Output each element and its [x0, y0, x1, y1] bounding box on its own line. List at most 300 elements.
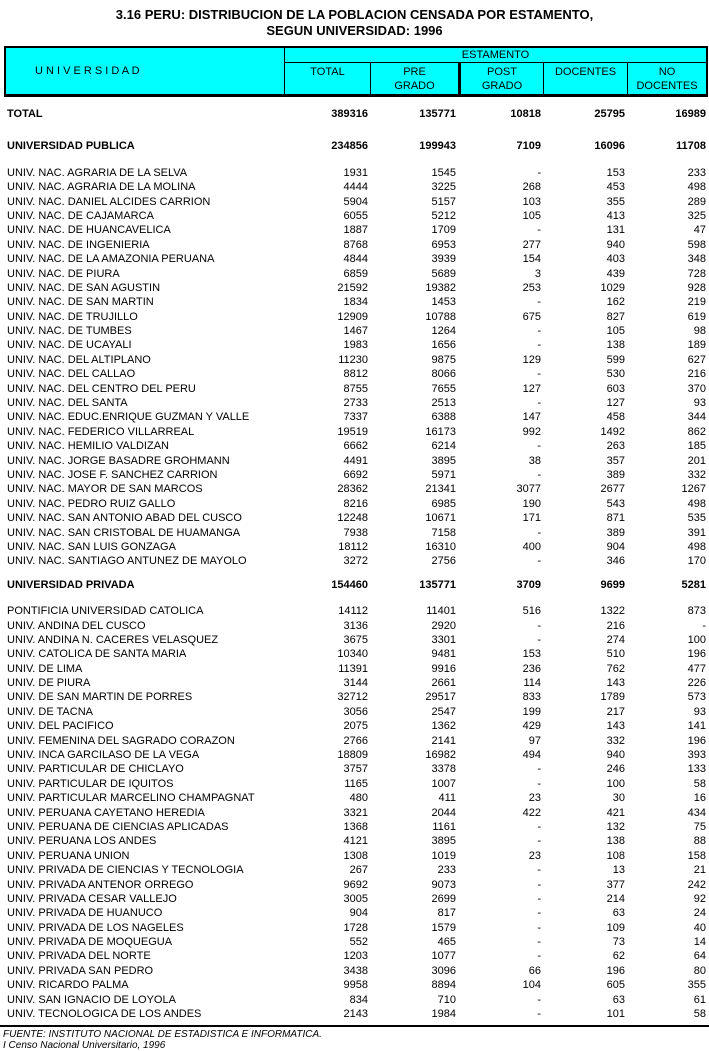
post-cell: 105 — [522, 209, 541, 222]
post-cell: 129 — [522, 353, 541, 366]
doc-cell: 458 — [606, 411, 625, 424]
pre-cell: 1579 — [431, 921, 456, 934]
pre-cell: 1984 — [431, 1008, 456, 1021]
pre-cell: 9875 — [431, 353, 456, 366]
nodoc-cell: 93 — [693, 397, 706, 410]
nodoc-cell: 58 — [693, 777, 706, 790]
nodoc-cell: 477 — [687, 662, 706, 675]
total-cell: 18112 — [338, 540, 368, 553]
pre-cell: 9073 — [431, 878, 456, 891]
nodoc-cell: 92 — [693, 892, 706, 905]
universidad-cell: UNIV. NAC. SAN CRISTOBAL DE HUAMANGA — [7, 526, 241, 539]
nodoc-cell: 40 — [693, 921, 706, 934]
table-row — [4, 468, 708, 482]
total-cell: 21592 — [337, 281, 368, 294]
table-row — [4, 425, 708, 439]
pre-cell: 1656 — [431, 339, 456, 352]
pre-cell: 3895 — [431, 835, 456, 848]
total-cell: 32712 — [337, 691, 368, 704]
total-cell: 1887 — [343, 224, 368, 237]
universidad-cell: UNIV. PRIVADA DE LOS NAGELES — [7, 921, 184, 934]
table-row — [4, 238, 708, 252]
nodoc-cell: 498 — [687, 497, 706, 510]
universidad-cell: UNIVERSIDAD PUBLICA — [7, 140, 135, 153]
post-cell: 3077 — [516, 483, 541, 496]
total-cell: 389316 — [331, 108, 368, 120]
doc-cell: 1322 — [600, 605, 625, 618]
total-cell: 12909 — [337, 310, 368, 323]
nodoc-cell: 196 — [687, 734, 706, 747]
table-row — [4, 367, 708, 381]
universidad-cell: UNIV. PRIVADA DEL NORTE — [7, 950, 151, 963]
pre-cell: 10788 — [425, 310, 456, 323]
universidad-cell: UNIV. PRIVADA DE MOQUEGUA — [7, 936, 173, 949]
doc-cell: 16096 — [594, 140, 625, 153]
total-cell: 904 — [349, 907, 368, 920]
pre-cell: 6214 — [431, 440, 456, 453]
doc-cell: 196 — [606, 964, 625, 977]
footer — [3, 1030, 709, 1051]
total-cell: 11391 — [338, 662, 368, 675]
universidad-cell: UNIV. NAC. DEL CENTRO DEL PERU — [7, 382, 196, 395]
universidad-cell: UNIV. NAC. DE LA AMAZONIA PERUANA — [7, 253, 215, 266]
nodoc-cell: 355 — [687, 979, 706, 992]
nodoc-cell: 289 — [687, 195, 706, 208]
total-cell: 19519 — [337, 425, 368, 438]
doc-cell: 377 — [606, 878, 625, 891]
pre-cell: 1453 — [431, 296, 456, 309]
doc-cell: 389 — [606, 468, 625, 481]
nodoc-cell: 370 — [687, 382, 706, 395]
post-cell: 277 — [522, 238, 541, 251]
pre-cell: 1709 — [431, 224, 456, 237]
doc-cell: 940 — [606, 238, 625, 251]
total-cell: 154460 — [331, 578, 368, 591]
post-cell: - — [537, 907, 541, 920]
table-row — [4, 396, 708, 410]
nodoc-cell: 88 — [693, 835, 706, 848]
doc-cell: 153 — [606, 166, 625, 179]
footer-census: I Censo Nacional Universitario, 1996 — [3, 1039, 166, 1051]
post-cell: - — [537, 993, 541, 1006]
pre-cell: 199943 — [419, 140, 456, 153]
pre-cell: 2513 — [431, 397, 456, 410]
post-cell: - — [537, 619, 541, 632]
total-cell: 9958 — [343, 979, 368, 992]
pre-cell: 2661 — [431, 677, 456, 690]
universidad-cell: UNIV. NAC. DEL ALTIPLANO — [7, 353, 151, 366]
post-cell: 147 — [522, 411, 541, 424]
doc-cell: 105 — [606, 325, 625, 338]
table-row — [4, 949, 708, 963]
doc-cell: 599 — [606, 353, 625, 366]
pre-cell: 5971 — [431, 468, 456, 481]
doc-cell: 101 — [606, 1008, 625, 1021]
pre-cell: 21341 — [425, 483, 456, 496]
nodoc-cell: 393 — [687, 749, 706, 762]
nodoc-cell: 24 — [693, 907, 706, 920]
doc-cell: 332 — [606, 734, 625, 747]
post-cell: 104 — [522, 979, 541, 992]
pre-cell: 3301 — [431, 633, 456, 646]
total-cell: 6859 — [343, 267, 368, 280]
universidad-cell: UNIV. NAC. SAN ANTONIO ABAD DEL CUSCO — [7, 512, 242, 525]
doc-cell: 263 — [606, 440, 625, 453]
table-row — [4, 878, 708, 892]
doc-cell: 413 — [606, 209, 625, 222]
doc-cell: 510 — [606, 648, 625, 661]
post-cell: - — [537, 820, 541, 833]
total-cell: 4844 — [343, 253, 368, 266]
doc-cell: 132 — [606, 820, 625, 833]
table-row — [4, 748, 708, 762]
table-row — [4, 540, 708, 554]
post-cell: - — [537, 526, 541, 539]
pre-cell: 6953 — [431, 238, 456, 251]
total-cell: 3438 — [343, 964, 368, 977]
total-cell: 1165 — [344, 777, 368, 790]
nodoc-cell: 498 — [687, 540, 706, 553]
section-row — [4, 139, 708, 153]
nodoc-cell: 862 — [687, 425, 706, 438]
pre-cell: 10671 — [425, 512, 456, 525]
pre-cell: 8894 — [431, 979, 456, 992]
nodoc-cell: 728 — [687, 267, 706, 280]
pre-cell: 6985 — [431, 497, 456, 510]
total-cell: 8768 — [343, 238, 368, 251]
pre-cell: 1545 — [431, 166, 456, 179]
doc-cell: 355 — [606, 195, 625, 208]
pre-cell: 16310 — [425, 540, 456, 553]
total-cell: 1931 — [343, 166, 368, 179]
total-cell: 8755 — [343, 382, 368, 395]
table-row — [4, 964, 708, 978]
doc-cell: 63 — [612, 907, 625, 920]
pre-cell: 7158 — [431, 526, 456, 539]
total-cell: 1983 — [343, 339, 368, 352]
column-header-universidad: U N I V E R S I D A D — [6, 48, 285, 94]
doc-cell: 143 — [606, 720, 625, 733]
table-row — [4, 892, 708, 906]
table-row — [4, 978, 708, 992]
nodoc-cell: 80 — [693, 964, 706, 977]
nodoc-cell: 141 — [687, 720, 706, 733]
table-row — [4, 454, 708, 468]
table-row — [4, 554, 708, 568]
post-cell: - — [537, 892, 541, 905]
total-cell: 834 — [349, 993, 368, 1006]
table-row — [4, 526, 708, 540]
total-cell: 4121 — [343, 835, 368, 848]
total-cell: 3144 — [343, 677, 368, 690]
table-header — [4, 46, 708, 97]
nodoc-cell: 598 — [687, 238, 706, 251]
doc-cell: 131 — [606, 224, 625, 237]
universidad-cell: UNIV. PARTICULAR DE CHICLAYO — [7, 763, 184, 776]
table-row — [4, 791, 708, 805]
table-row — [4, 762, 708, 776]
table-row — [4, 906, 708, 920]
doc-cell: 109 — [606, 921, 625, 934]
post-cell: - — [537, 633, 541, 646]
nodoc-cell: 348 — [687, 253, 706, 266]
pre-cell: 2141 — [431, 734, 456, 747]
total-cell: 3675 — [343, 633, 368, 646]
pre-cell: 2044 — [431, 806, 456, 819]
table-row — [4, 921, 708, 935]
column-header-pre-grado: PRE GRADO — [370, 63, 458, 94]
doc-cell: 530 — [606, 368, 625, 381]
pre-cell: 1077 — [431, 950, 456, 963]
post-cell: - — [537, 325, 541, 338]
nodoc-cell: 226 — [687, 677, 706, 690]
universidad-cell: UNIV. NAC. DE TUMBES — [7, 325, 132, 338]
nodoc-cell: 216 — [687, 368, 706, 381]
table-row — [4, 252, 708, 266]
post-cell: 429 — [522, 720, 541, 733]
table-row — [4, 267, 708, 281]
universidad-cell: UNIV. NAC. DE SAN AGUSTIN — [7, 281, 161, 294]
nodoc-cell: 16989 — [675, 108, 706, 120]
table-row — [4, 511, 708, 525]
pre-cell: 1362 — [431, 720, 456, 733]
nodoc-cell: 58 — [693, 1008, 706, 1021]
nodoc-cell: 325 — [687, 209, 706, 222]
post-cell: - — [537, 936, 541, 949]
total-cell: 1467 — [343, 325, 368, 338]
doc-cell: 389 — [606, 526, 625, 539]
doc-cell: 63 — [612, 993, 625, 1006]
post-cell: - — [537, 777, 541, 790]
doc-cell: 904 — [606, 540, 625, 553]
total-cell: 8812 — [343, 368, 368, 381]
post-cell: - — [537, 864, 541, 877]
post-cell: 23 — [528, 849, 541, 862]
total-cell: 14112 — [338, 605, 368, 618]
estamento-header-group — [285, 48, 706, 94]
total-cell: 1308 — [343, 849, 368, 862]
table-row — [4, 223, 708, 237]
title-line-1: 3.16 PERU: DISTRIBUCION DE LA POBLACION CENSADA POR ESTAMENTO, — [115, 7, 594, 22]
post-cell: 154 — [522, 253, 541, 266]
universidad-cell: UNIV. NAC. DE SAN MARTIN — [7, 296, 154, 309]
total-cell: 28362 — [337, 483, 368, 496]
doc-cell: 762 — [606, 662, 625, 675]
post-cell: 7109 — [516, 140, 541, 153]
total-cell: 1368 — [343, 820, 368, 833]
total-cell: 3272 — [343, 555, 368, 568]
table-row — [4, 295, 708, 309]
column-header-total: TOTAL — [310, 66, 345, 78]
nodoc-cell: 344 — [687, 411, 706, 424]
pre-cell: 2547 — [431, 705, 456, 718]
pre-cell: 11401 — [426, 605, 456, 618]
post-cell: 494 — [522, 749, 541, 762]
table-row — [4, 935, 708, 949]
post-cell: - — [537, 763, 541, 776]
doc-cell: 138 — [606, 835, 625, 848]
pre-cell: 2920 — [431, 619, 456, 632]
table-row — [4, 482, 708, 496]
census-table — [4, 46, 708, 1021]
universidad-cell: UNIV. NAC. DANIEL ALCIDES CARRION — [7, 195, 211, 208]
nodoc-cell: 64 — [693, 950, 706, 963]
post-cell: - — [537, 166, 541, 179]
total-cell: 12248 — [337, 512, 368, 525]
table-row — [4, 310, 708, 324]
total-cell: 234856 — [331, 140, 368, 153]
total-cell: 8216 — [343, 497, 368, 510]
post-cell: 97 — [528, 734, 541, 747]
universidad-cell: UNIV. NAC. DE UCAYALI — [7, 339, 132, 352]
universidad-cell: UNIV. NAC. FEDERICO VILLARREAL — [7, 425, 195, 438]
doc-cell: 403 — [606, 253, 625, 266]
nodoc-cell: 16 — [693, 792, 706, 805]
pre-cell: 411 — [438, 792, 456, 805]
nodoc-cell: 189 — [687, 339, 706, 352]
nodoc-cell: 219 — [687, 296, 706, 309]
nodoc-cell: - — [702, 619, 706, 632]
column-header-post-grado: POST GRADO — [458, 63, 543, 94]
table-row — [4, 353, 708, 367]
universidad-cell: PONTIFICIA UNIVERSIDAD CATOLICA — [7, 605, 204, 618]
nodoc-cell: 928 — [687, 281, 706, 294]
doc-cell: 1029 — [600, 281, 625, 294]
table-row — [4, 834, 708, 848]
universidad-cell: UNIV. DEL PACIFICO — [7, 720, 114, 733]
nodoc-cell: 196 — [687, 648, 706, 661]
total-cell: 3757 — [343, 763, 368, 776]
doc-cell: 940 — [606, 749, 625, 762]
doc-cell: 543 — [606, 497, 625, 510]
table-row — [4, 439, 708, 453]
total-cell: 6055 — [343, 209, 368, 222]
total-cell: 2143 — [343, 1008, 368, 1021]
table-row — [4, 209, 708, 223]
universidad-cell: UNIV. NAC. PEDRO RUIZ GALLO — [7, 497, 176, 510]
doc-cell: 421 — [606, 806, 625, 819]
post-cell: - — [537, 921, 541, 934]
pre-cell: 29517 — [425, 691, 456, 704]
post-cell: - — [537, 339, 541, 352]
doc-cell: 217 — [606, 705, 625, 718]
post-cell: - — [537, 397, 541, 410]
pre-cell: 233 — [437, 864, 456, 877]
universidad-cell: UNIV. ANDINA N. CACERES VELASQUEZ — [7, 633, 219, 646]
nodoc-cell: 14 — [693, 936, 706, 949]
universidad-cell: UNIV. NAC. DE HUANCAVELICA — [7, 224, 171, 237]
pre-cell: 1161 — [432, 820, 456, 833]
doc-cell: 62 — [612, 950, 625, 963]
table-row — [4, 676, 708, 690]
post-cell: 153 — [522, 648, 541, 661]
universidad-cell: UNIV. NAC. AGRARIA DE LA MOLINA — [7, 181, 196, 194]
table-body — [4, 107, 708, 1021]
post-cell: - — [537, 878, 541, 891]
nodoc-cell: 185 — [687, 440, 706, 453]
pre-cell: 9481 — [431, 648, 456, 661]
pre-cell: 710 — [437, 993, 456, 1006]
universidad-cell: UNIV. PERUANA LOS ANDES — [7, 835, 157, 848]
pre-cell: 2756 — [431, 555, 456, 568]
table-row — [4, 604, 708, 618]
table-row — [4, 705, 708, 719]
table-row — [4, 662, 708, 676]
universidad-cell: UNIV. NAC. MAYOR DE SAN MARCOS — [7, 483, 203, 496]
table-row — [4, 324, 708, 338]
post-cell: 3709 — [516, 578, 541, 591]
post-cell: 114 — [523, 677, 541, 690]
pre-cell: 3225 — [431, 181, 456, 194]
universidad-cell: UNIV. DE LIMA — [7, 662, 83, 675]
pre-cell: 5157 — [431, 195, 456, 208]
table-row — [4, 993, 708, 1007]
universidad-cell: UNIV. PERUANA CAYETANO HEREDIA — [7, 806, 205, 819]
table-row — [4, 719, 708, 733]
nodoc-cell: 332 — [687, 468, 706, 481]
nodoc-cell: 242 — [687, 878, 706, 891]
doc-cell: 214 — [606, 892, 625, 905]
total-cell: 11230 — [338, 353, 368, 366]
post-cell: 66 — [528, 964, 541, 977]
total-cell: 480 — [349, 792, 368, 805]
post-cell: 253 — [522, 281, 541, 294]
pre-cell: 135771 — [419, 578, 456, 591]
universidad-cell: UNIV. PARTICULAR DE IQUITOS — [7, 777, 174, 790]
table-row — [4, 633, 708, 647]
post-cell: 833 — [522, 691, 541, 704]
universidad-cell: UNIV. NAC. AGRARIA DE LA SELVA — [7, 166, 188, 179]
nodoc-cell: 75 — [693, 820, 706, 833]
doc-cell: 439 — [606, 267, 625, 280]
total-cell: 5904 — [343, 195, 368, 208]
universidad-cell: UNIV. PRIVADA SAN PEDRO — [7, 964, 154, 977]
post-cell: 103 — [522, 195, 541, 208]
nodoc-cell: 201 — [687, 454, 706, 467]
table-row — [4, 863, 708, 877]
total-cell: 4444 — [343, 181, 368, 194]
doc-cell: 2677 — [600, 483, 625, 496]
universidad-cell: UNIV. PRIVADA DE HUANUCO — [7, 907, 163, 920]
total-cell: 4491 — [343, 454, 368, 467]
nodoc-cell: 93 — [693, 705, 706, 718]
total-cell: 1728 — [343, 921, 368, 934]
post-cell: 675 — [522, 310, 541, 323]
footer-source: FUENTE: INSTITUTO NACIONAL DE ESTADISTICA E INFORMATICA. — [3, 1029, 322, 1041]
doc-cell: 9699 — [600, 578, 625, 591]
doc-cell: 143 — [606, 677, 625, 690]
doc-cell: 246 — [606, 763, 625, 776]
post-cell: - — [537, 950, 541, 963]
universidad-cell: UNIV. CATOLICA DE SANTA MARIA — [7, 648, 187, 661]
total-cell: 9692 — [343, 878, 368, 891]
doc-cell: 13 — [612, 864, 625, 877]
doc-cell: 30 — [612, 792, 625, 805]
doc-cell: 346 — [606, 555, 625, 568]
universidad-cell: UNIV. SAN IGNACIO DE LOYOLA — [7, 993, 176, 1006]
pre-cell: 1264 — [431, 325, 456, 338]
universidad-cell: UNIV. RICARDO PALMA — [7, 979, 129, 992]
total-cell: 10340 — [337, 648, 368, 661]
post-cell: - — [537, 835, 541, 848]
post-cell: - — [537, 224, 541, 237]
table-row — [4, 338, 708, 352]
doc-cell: 25795 — [594, 108, 625, 120]
pre-cell: 9916 — [431, 662, 456, 675]
total-cell: 2766 — [343, 734, 368, 747]
universidad-cell: UNIV. INCA GARCILASO DE LA VEGA — [7, 749, 200, 762]
universidad-cell: TOTAL — [7, 108, 43, 120]
